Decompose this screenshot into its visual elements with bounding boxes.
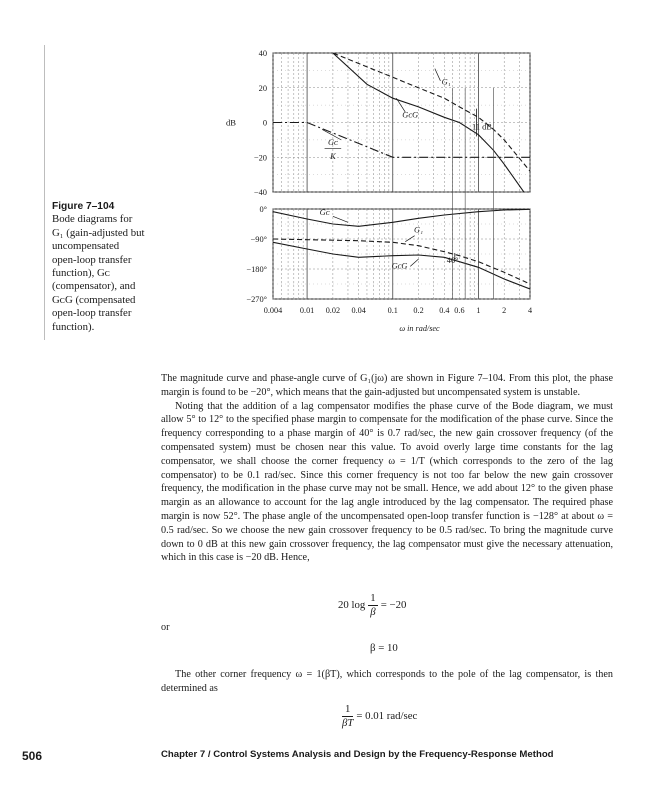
y-tick-label: 20	[258, 83, 267, 93]
x-tick-label: 0.04	[351, 306, 366, 315]
caption-line: function).	[52, 320, 95, 333]
x-tick-label: 1	[476, 306, 481, 315]
labels	[226, 69, 532, 333]
y-tick-label: 40	[258, 49, 267, 58]
equation-2: β = 10	[370, 642, 398, 654]
pointer-arrow	[405, 236, 414, 242]
body-text	[161, 372, 613, 565]
eq3-numerator: 1	[342, 703, 353, 717]
paragraph: Noting that the addition of a lag compensator modifies the phase curve of the Bode diagram, we must allow 5° to 12° to the specified phase margin to compensate for the modification of the phase curve. Since the frequency corresponding to a phase margin of 40° is 0.7 rad/sec, the new gain crossover frequency (of the compensated system) must be chosen near this value. To avoid overly large time constants for the lag compensator, we shall choose the corner frequency ω = 1/T (which corresponds to the zero of the lag compensator) to be 0.1 rad/sec. Since this corner frequency is not too far below the new gain crossover frequency, the modification in the phase curve may not be small. Hence, we add about 12° to the given phase margin as an allowance to account for the lag angle introduced by the lag compensator. The required phase margin is now 52°. The phase angle of the uncompensated open-loop transfer function is −128° at about ω = 0.5 rad/sec. So we choose the new gain crossover frequency to be 0.5 rad/sec. To bring the magnitude curve down to 0 dB at this new gain crossover frequency, the lag compensator must give the necessary attenuation, which in this case is −20 dB. Hence,	[161, 400, 613, 564]
eq1-numerator: 1	[370, 592, 376, 604]
page-number: 506	[22, 749, 43, 763]
caption-line: open-loop transfer	[52, 307, 132, 320]
eq3-denominator: βT	[342, 717, 354, 729]
x-tick-label: 4	[527, 306, 533, 315]
annotation-g1: G₁	[441, 77, 451, 87]
figure-label: Figure 7–104	[52, 201, 115, 212]
pointer-arrow	[410, 259, 418, 266]
curves	[273, 32, 530, 289]
x-tick-label: 0.1	[387, 306, 398, 315]
chapter-title: Chapter 7 / Control Systems Analysis and Design by the Frequency-Response Method	[161, 749, 554, 760]
eq1-fraction	[368, 592, 377, 619]
series-gc-line	[273, 209, 530, 226]
x-tick-label: 0.01	[299, 306, 315, 315]
equation-3	[339, 703, 417, 730]
x-tick-label: 0.004	[263, 306, 283, 315]
y-tick-label: −20	[253, 153, 267, 163]
paragraph: The magnitude curve and phase-angle curve of G₁(jω) are shown in Figure 7–104. From this plot, the phase margin is found to be −20°, which means that the gain-adjusted but uncompensated system is unstable.	[161, 373, 613, 398]
annotation-gc: Gᴄ	[327, 138, 338, 148]
phase-grid	[246, 205, 530, 304]
annotation-gcg-phase: GᴄG	[391, 261, 408, 271]
eq1-denominator: β	[370, 606, 376, 618]
y-tick-label: −180°	[246, 265, 267, 274]
x-tick-label: 0.02	[325, 306, 341, 315]
bode-diagram	[0, 0, 653, 345]
x-tick-label: 0.2	[413, 306, 424, 315]
caption-line: uncompensated	[52, 240, 120, 253]
annotation-40deg: 40°	[446, 256, 459, 265]
annotation-g1-phase: G₁	[414, 225, 424, 235]
annotation-gc-phase: Gᴄ	[319, 208, 330, 217]
caption-line: GᴄG (compensated	[52, 293, 136, 306]
x-tick-label: 0.4	[439, 306, 450, 315]
eq3-fraction	[342, 703, 353, 730]
annotation-11db: 11 dB	[472, 122, 492, 132]
caption-line: (compensator), and	[52, 280, 136, 293]
equation-1	[338, 592, 406, 619]
annotation-k: K	[330, 151, 336, 161]
x-axis-label: ω in rad/sec	[399, 324, 440, 333]
pointer-arrow	[333, 216, 348, 222]
y-tick-label: −40	[253, 188, 267, 197]
phase-curves	[273, 209, 530, 289]
caption-line: function), Gᴄ	[52, 267, 110, 280]
or-text: or	[161, 622, 170, 633]
y-axis-label: dB	[225, 117, 237, 128]
x-tick-label: 0.6	[454, 306, 465, 315]
caption-line: G₁ (gain-adjusted but	[52, 226, 145, 239]
y-tick-label: 0	[262, 118, 267, 128]
eq3-rhs: = 0.01 rad/sec	[356, 709, 418, 722]
y-tick-label: −90°	[250, 235, 267, 244]
x-tick-label: 2	[502, 306, 507, 315]
caption-line: Bode diagrams for	[52, 213, 133, 226]
paragraph: The other corner frequency ω = 1(βT), which corresponds to the pole of the lag compensator, is then determined as	[161, 669, 613, 694]
y-tick-label: 0°	[259, 205, 267, 214]
eq1-rhs: = −20	[380, 598, 407, 611]
annotation-gcg: GᴄG	[402, 110, 419, 120]
eq1-lhs: 20 log	[338, 598, 366, 611]
y-tick-label: −270°	[246, 295, 267, 304]
caption-line: open-loop transfer	[52, 253, 132, 266]
